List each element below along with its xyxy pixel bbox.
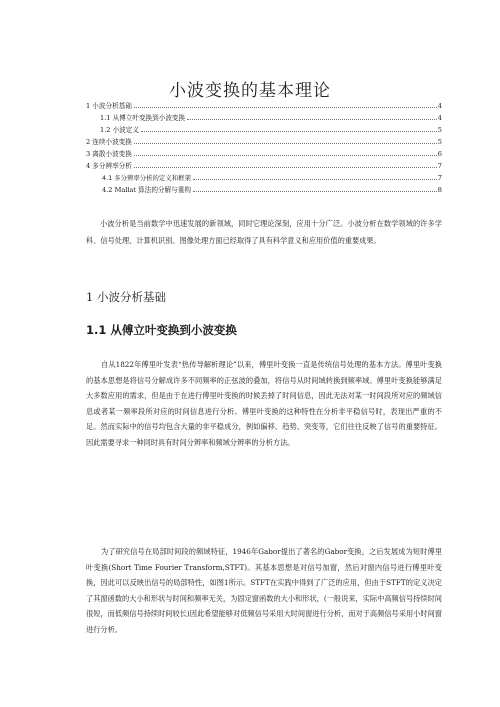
toc-entry-label: 4 多分辨率分析 <box>86 162 132 170</box>
body-paragraph: 自从1822年傅里叶发表“热传导解析理论”以来，傅里叶变换一直是传统信号处理的基本方法。傅里叶变换的基本思想是将信号分解成许多不同频率的正弦波的叠加，将信号从时间域转换到频率域。傅里叶变换能够满足大多数应用的需求，但是由于在进行傅里叶变换的时候丢掉了时间信息，因此无法对某一时间段所对应的频域信息或者某一频率段所对应的时间信息进行分析。傅里叶变换的这种特性在分析非平稳信号时，表现出严重的不足。然而实际中的信号均包含大量的非平稳成分，例如偏移、趋势、突变等，它们往往反映了信号的重要特征。因此需要寻求一种同时具有时间分辨率和频域分辨率的分析方法。 <box>86 360 442 447</box>
toc-entry[interactable] <box>86 124 442 136</box>
toc-entry-label: 3 离散小波变换 <box>86 150 132 158</box>
toc-leader-dots <box>134 155 437 156</box>
toc-leader-dots <box>141 131 437 132</box>
toc-entry[interactable] <box>86 112 442 124</box>
toc-leader-dots <box>134 107 437 108</box>
toc-leader-dots <box>193 191 437 192</box>
toc-entry-page: 6 <box>437 150 442 158</box>
toc-entry-label: 1 小波分析基础 <box>86 102 132 110</box>
toc-entry-label: 1.1 从傅立叶变换到小波变换 <box>100 114 186 122</box>
toc-entry-page: 4 <box>437 102 442 110</box>
toc-entry[interactable] <box>86 172 442 184</box>
toc-entry-label: 1.2 小波定义 <box>100 126 139 134</box>
document-title: 小波变换的基本理论 <box>169 81 331 101</box>
section-heading: 1 小波分析基础 <box>86 290 166 304</box>
table-of-contents <box>86 100 442 196</box>
toc-leader-dots <box>134 167 437 168</box>
toc-leader-dots <box>193 179 437 180</box>
toc-entry-page: 8 <box>437 186 442 194</box>
toc-entry[interactable] <box>86 100 442 112</box>
toc-entry-page: 5 <box>437 138 442 146</box>
toc-entry-page: 7 <box>437 174 442 182</box>
subsection-heading: 1.1 从傅立叶变换到小波变换 <box>86 323 237 337</box>
toc-entry-page: 4 <box>437 114 442 122</box>
body-paragraph: 为了研究信号在局部时间段的频域特征，1946年Gabor提出了著名的Gabor变换，之后发展成为短时傅里叶变换(Short Time Fourier Transform,STFT)。其基本思想是对信号加窗，然后对窗内信号进行傅里叶变换，因此可以反映出信号的局部特性，如图1所示。STFT在实践中得到了广泛的应用，但由于STFT的定义决定了其窗函数的大小和形状与时间和频率无关，为固定窗函数的大小和形状，(一般说来，实际中高频信号持续时间很短，而低频信号持续时间较长)因此希望能够对低频信号采用大时间窗进行分析，而对于高频信号采用小时间窗进行分析。 <box>86 547 442 634</box>
toc-entry[interactable] <box>86 148 442 160</box>
toc-entry[interactable] <box>86 160 442 172</box>
toc-entry-label: 4.2 Mallat 算法的分解与重构 <box>102 186 191 194</box>
intro-paragraph: 小波分析是当前数学中迅速发展的新领域，同时它理论深刻，应用十分广泛。小波分析在数学领域的许多学科、信号处理、计算机识别、图像处理方面已经取得了具有科学意义和应用价值的重要成果。 <box>86 219 442 245</box>
toc-leader-dots <box>134 143 437 144</box>
toc-entry-label: 2 连续小波变换 <box>86 138 132 146</box>
toc-entry[interactable] <box>86 136 442 148</box>
toc-entry-page: 7 <box>437 162 442 170</box>
toc-entry-label: 4.1 多分辨率分析的定义和框架 <box>102 174 191 182</box>
toc-entry-page: 5 <box>437 126 442 134</box>
toc-leader-dots <box>187 119 437 120</box>
toc-entry[interactable] <box>86 184 442 196</box>
